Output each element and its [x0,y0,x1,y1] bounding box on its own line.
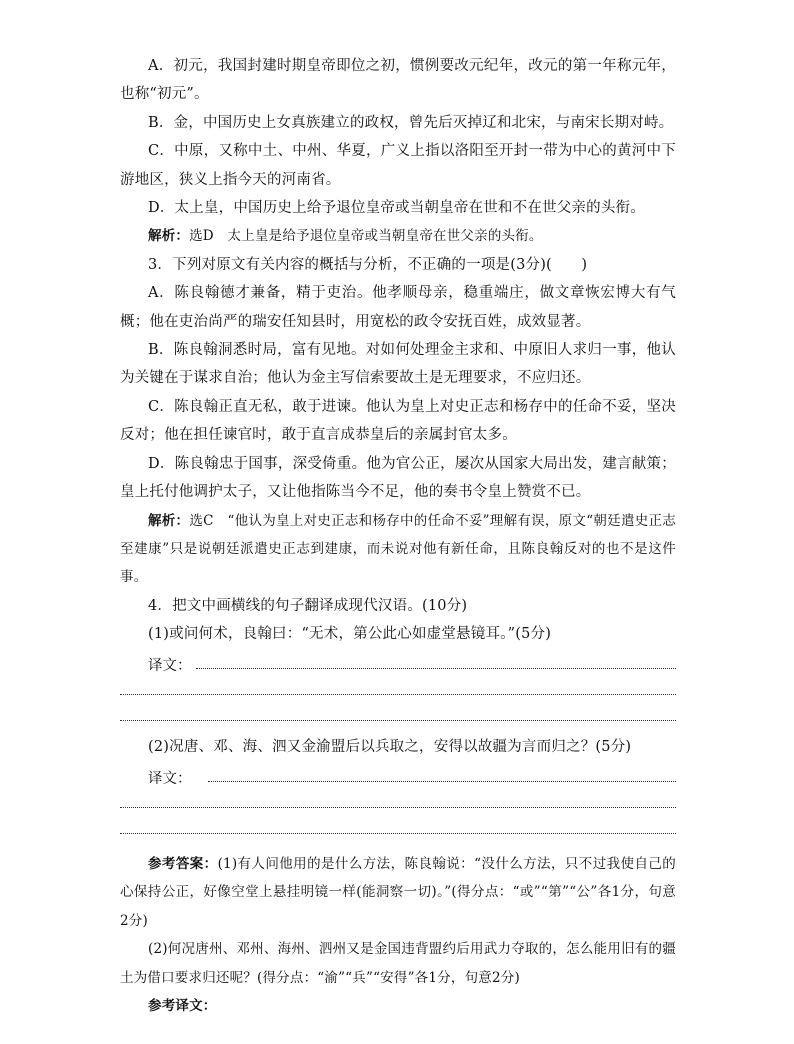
analysis-tag: 解析： [148,228,190,245]
answer-line[interactable] [208,773,677,782]
q3-option-d: D．陈良翰忠于国事，深受倚重。他为官公正，屡次从国家大局出发，建言献策；皇上托付他调护太子，又让他指陈当今不足，他的奏书令皇上赞赏不已。 [120,455,676,501]
q2-option-a: A．初元，我国封建时期皇帝即位之初，惯例要改元纪年，改元的第一年称元年，也称“初元”。 [120,58,676,103]
q2-option-b: B．金，中国历史上女真族建立的政权，曾先后灭掉辽和北宋，与南宋长期对峙。 [148,114,674,131]
analysis-tag: 解析： [148,512,190,529]
q3-option-a: A．陈良翰德才兼备，精于吏治。他孝顺母亲，稳重端庄，做文章恢宏博大有气概；他在吏治尚严的瑞安任知县时，用宽松的政令安抚百姓，成效显著。 [120,285,676,330]
answer-line-6[interactable] [120,814,676,840]
q3-analysis [120,507,676,592]
analysis-text: 选C “他认为皇上对史正志和杨存中的任命不妥”理解有误，原文“朝廷遣史正志至建康”只是说朝廷派遣史正志到建康，而未说对他有新任命，且陈良翰反对的也不是这件事。 [120,512,676,586]
q3-stem: 3．下列对原文有关内容的概括与分析，不正确的一项是(3分)( ) [148,256,588,273]
answer-1-text: (1)有人问他用的是什么方法，陈良翰说：“没什么方法，只不过我使自己的心保持公正，好像空堂上悬挂明镜一样(能洞察一切)。”(得分点：“或”“第”“公”各1分，句意2分) [120,855,676,929]
answer-line[interactable] [120,686,676,695]
q4-sub1: (1)或问何术，良翰曰：“无术，第公此心如虚堂悬镜耳。”(5分) [148,626,552,643]
q2-analysis [120,222,676,250]
answer-1 [120,850,676,935]
answer-line[interactable] [120,712,676,721]
q4-stem: 4．把文中画横线的句子翻译成现代汉语。(10分) [148,597,468,614]
translation-label: 译文： [148,770,192,787]
answer-line[interactable] [120,825,676,834]
translation-row-2[interactable] [120,761,676,788]
translation-title: 参考译文： [148,997,217,1014]
q2-option-c: C．中原，又称中土、中州、华夏，广义上指以洛阳至开封一带为中心的黄河中下游地区，狭义上指今天的河南省。 [120,143,676,188]
answers-title: 参考答案： [148,855,218,872]
answer-line-3[interactable] [120,701,676,727]
document-page [120,52,676,1020]
translation-row-1[interactable] [120,649,676,676]
analysis-text: 选D 太上皇是给予退位皇帝或当朝皇帝在世父亲的头衔。 [189,228,543,245]
q3-option-c: C．陈良翰正直无私，敢于进谏。他认为皇上对史正志和杨存中的任命不妥，坚决反对；他在担任谏官时，敢于直言成恭皇后的亲属封官太多。 [120,398,676,444]
q3-option-b: B．陈良翰洞悉时局，富有见地。对如何处理金主求和、中原旧人求归一事，他认为关键在于谋求自治；他认为金主写信索要故土是无理要求，不应归还。 [120,342,676,387]
answer-2: (2)何况唐州、邓州、海州、泗州又是金国违背盟约后用武力夺取的，怎么能用旧有的疆土为借口要求归还呢？(得分点：“渝”“兵”“安得”各1分，句意2分) [120,941,676,986]
answer-line[interactable] [120,799,676,808]
q4-sub2: (2)况唐、邓、海、泗又金渝盟后以兵取之，安得以故疆为言而归之？(5分) [148,739,632,756]
translation-label: 译文： [148,658,192,675]
answer-line-2[interactable] [120,675,676,701]
answer-line-5[interactable] [120,788,676,814]
q2-option-d: D．太上皇，中国历史上给予退位皇帝或当朝皇帝在世和不在世父亲的头衔。 [148,200,645,217]
answer-line[interactable] [196,660,677,669]
